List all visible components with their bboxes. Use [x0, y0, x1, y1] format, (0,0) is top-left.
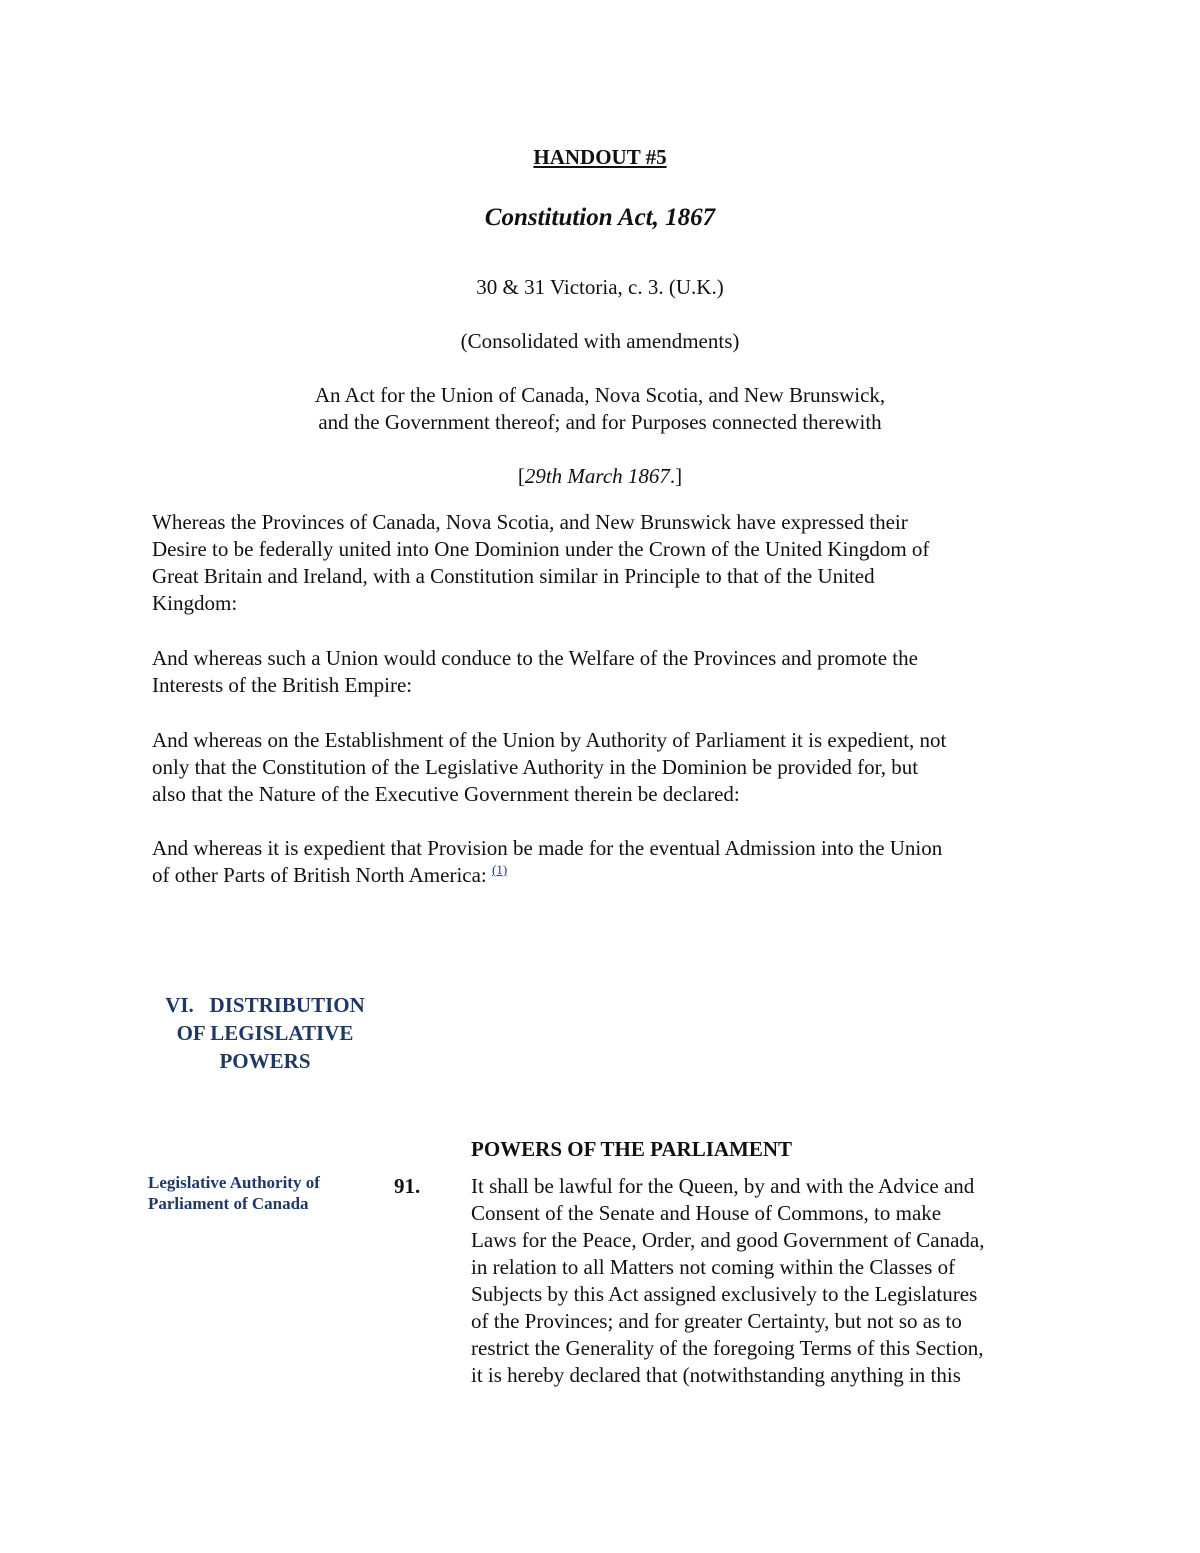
- text-line: Laws for the Peace, Order, and good Government of Canada,: [471, 1228, 985, 1252]
- long-title-line-2: and the Government thereof; and for Purposes connected therewith: [318, 410, 882, 434]
- text-line: it is hereby declared that (notwithstanding anything in this: [471, 1363, 961, 1387]
- footnote-link[interactable]: (1): [492, 862, 508, 877]
- preamble-paragraph-1: [152, 509, 1072, 617]
- text-line: Kingdom:: [152, 591, 238, 615]
- text-line: Subjects by this Act assigned exclusively to the Legislatures: [471, 1282, 978, 1306]
- preamble-paragraph-4: [152, 835, 1072, 889]
- act-title: Constitution Act, 1867: [484, 204, 716, 231]
- handout-title: HANDOUT #5: [533, 145, 667, 169]
- text-line-with-footnote: [152, 862, 1072, 889]
- part-heading-line: POWERS: [219, 1049, 311, 1073]
- text-line: And whereas such a Union would conduce to the Welfare of the Provinces and promote the: [152, 646, 918, 670]
- text-line: Desire to be federally united into One Dominion under the Crown of the United Kingdom of: [152, 537, 930, 561]
- text-line: only that the Constitution of the Legislative Authority in the Dominion be provided for, but: [152, 755, 919, 779]
- date-open-bracket: [: [517, 464, 525, 488]
- section-number: 91.: [394, 1174, 421, 1198]
- enactment-date: [0, 463, 1200, 490]
- section-heading: POWERS OF THE PARLIAMENT: [471, 1137, 793, 1161]
- text-line: of other Parts of British North America:: [152, 863, 493, 887]
- consolidation-note: (Consolidated with amendments): [460, 329, 740, 353]
- marginal-note: [148, 1172, 368, 1214]
- long-title-line-1: An Act for the Union of Canada, Nova Scotia, and New Brunswick,: [314, 383, 886, 407]
- date-close-bracket: .]: [669, 464, 683, 488]
- text-line: And whereas on the Establishment of the Union by Authority of Parliament it is expedient, not: [152, 728, 947, 752]
- text-line: Whereas the Provinces of Canada, Nova Scotia, and New Brunswick have expressed their: [152, 510, 908, 534]
- part-heading-line: OF LEGISLATIVE: [176, 1021, 354, 1045]
- statute-citation: 30 & 31 Victoria, c. 3. (U.K.): [476, 275, 724, 299]
- text-line: Interests of the British Empire:: [152, 673, 413, 697]
- text-line: And whereas it is expedient that Provision be made for the eventual Admission into the Union: [152, 836, 943, 860]
- text-line: also that the Nature of the Executive Government therein be declared:: [152, 782, 740, 806]
- preamble-paragraph-3: [152, 727, 1072, 808]
- marginal-note-line: Parliament of Canada: [148, 1194, 309, 1213]
- marginal-note-line: Legislative Authority of: [148, 1173, 320, 1192]
- text-line: Consent of the Senate and House of Commons, to make: [471, 1201, 942, 1225]
- preamble-paragraph-2: [152, 645, 1072, 699]
- date-text: 29th March 1867: [524, 464, 670, 488]
- text-line: It shall be lawful for the Queen, by and with the Advice and: [471, 1174, 975, 1198]
- section-body: [471, 1173, 1071, 1389]
- text-line: in relation to all Matters not coming within the Classes of: [471, 1255, 956, 1279]
- part-heading-line: VI. DISTRIBUTION: [165, 993, 365, 1017]
- text-line: Great Britain and Ireland, with a Constitution similar in Principle to that of the United: [152, 564, 875, 588]
- text-line: restrict the Generality of the foregoing Terms of this Section,: [471, 1336, 984, 1360]
- text-line: of the Provinces; and for greater Certainty, but not so as to: [471, 1309, 962, 1333]
- part-heading: [140, 991, 390, 1075]
